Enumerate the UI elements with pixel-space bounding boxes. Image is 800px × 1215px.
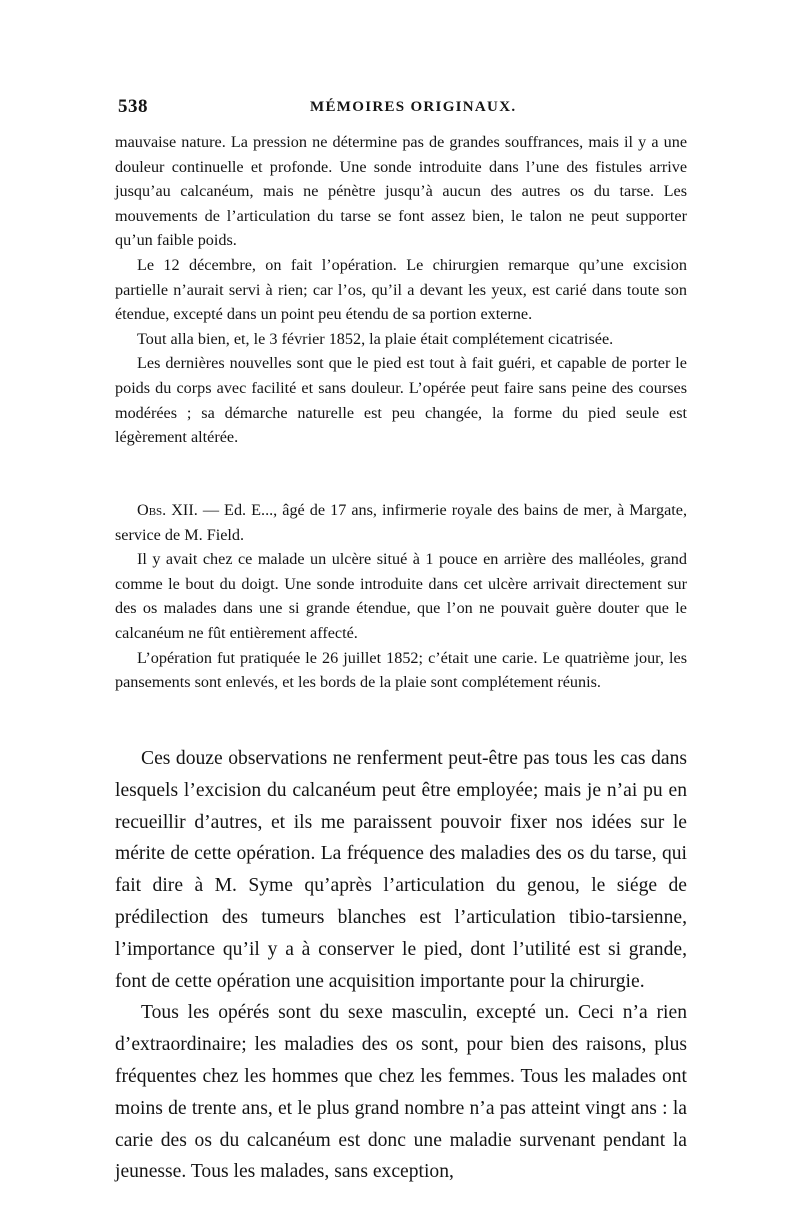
observation-continuation: [115, 130, 687, 450]
paragraph: Tous les opérés sont du sexe masculin, excepté un. Ceci n’a rien d’extraordinaire; les maladies des os sont, pour bien des raisons, plus fréquentes chez les hommes que chez les femmes. Tous les malades ont moins de trente ans, et le plus grand nombre n’a pas atteint vingt ans : la carie des os du calcanéum est donc une maladie survenant pendant la jeunesse. Tous les malades, sans exception,: [115, 1002, 687, 1183]
page-header: [118, 96, 690, 124]
page-number: 538: [118, 96, 148, 117]
observation-xii: [115, 498, 687, 695]
paragraph: mauvaise nature. La pression ne détermine pas de grandes souffrances, mais il y a une douleur continuelle et profonde. Une sonde introduite dans l’une des fistules arrive jusqu’au calcanéum, mais ne pénètre jusqu’à aucun des autres os du tarse. Les mouvements de l’articulation du tarse se font assez bien, le talon ne peut supporter qu’un faible poids.: [115, 133, 687, 250]
paragraph: L’opération fut pratiquée le 26 juillet 1852; c’était une carie. Le quatrième jour, les pansements sont enlevés, et les bords de la plaie sont complétement réunis.: [115, 648, 687, 692]
running-title: MÉMOIRES ORIGINAUX.: [310, 99, 517, 115]
paragraph: Ces douze observations ne renferment peut-être pas tous les cas dans lesquels l’excision du calcanéum peut être employée; mais je n’ai pu en recueillir d’autres, et ils me paraissent pouvoir fixer nos idées sur le mérite de cette opération. La fréquence des maladies des os du tarse, qui fait dire à M. Syme qu’après l’articulation du genou, le siége de prédilection des tumeurs blanches est l’articulation tibio-tarsienne, l’importance qu’il y a à conserver le pied, dont l’utilité est si grande, font de cette opération une acquisition importante pour la chirurgie.: [115, 748, 687, 992]
observation-intro: — Ed. E..., âgé de 17 ans, infirmerie royale des bains de mer, à Margate, service de M. Field.: [115, 501, 687, 544]
paragraph: Les dernières nouvelles sont que le pied est tout à fait guéri, et capable de porter le poids du corps avec facilité et sans douleur. L’opérée peut faire sans peine des courses modérées ; sa démarche naturelle est peu changée, la forme du pied seule est légèrement altérée.: [115, 354, 687, 447]
observation-label: Obs. XII.: [137, 501, 198, 519]
observation-heading-paragraph: [115, 498, 687, 547]
discussion-text: [115, 743, 687, 1188]
paragraph: Il y avait chez ce malade un ulcère situé à 1 pouce en arrière des malléoles, grand comme le bout du doigt. Une sonde introduite dans cet ulcère arrivait directement sur des os malades dans une si grande étendue, que l’on ne pouvait guère douter que le calcanéum ne fût entièrement affecté.: [115, 550, 687, 642]
paragraph: Tout alla bien, et, le 3 février 1852, la plaie était complétement cicatrisée.: [137, 329, 614, 348]
paragraph: Le 12 décembre, on fait l’opération. Le chirurgien remarque qu’une excision partielle n’aurait servi à rien; car l’os, qu’il a devant les yeux, est carié dans toute son étendue, excepté dans un point peu étendu de sa portion externe.: [115, 255, 687, 324]
